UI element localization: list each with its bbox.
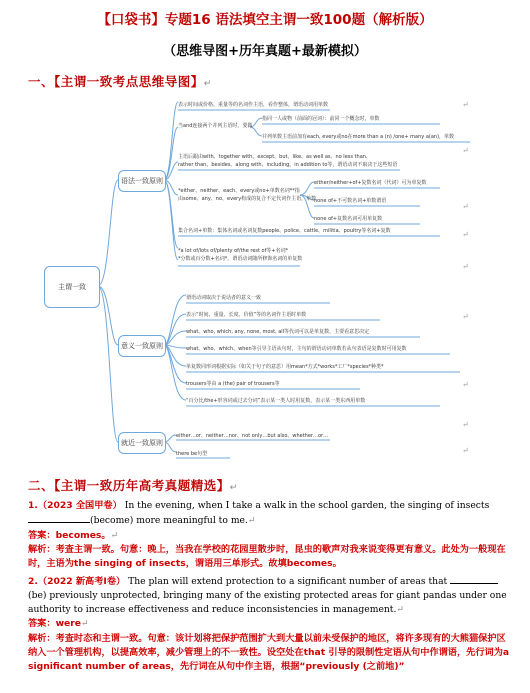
mindmap-branch-label: 就近一致原则 xyxy=(121,439,163,447)
mindmap-leaf: what、who, which, any, none, most, all等代词可以是单复数，主要看意思决定 xyxy=(186,329,370,335)
paragraph-mark-icon: ↵ xyxy=(462,312,469,321)
question-stem-end: (become) more meaningful to me. xyxy=(90,514,248,526)
paragraph-mark-icon: ↵ xyxy=(462,146,469,155)
mindmap xyxy=(0,90,530,462)
paragraph-mark-icon: ↵ xyxy=(462,420,469,429)
mindmap-leaf: 表示“时间、重量、长度、价值”等的名词作主语时单数 xyxy=(186,312,307,318)
question-stem-end: (be) previously unprotected, bringing many of the existing protected areas for giant pandas under one authority to increase effectiveness and reduce inconsistencies in management. xyxy=(28,589,507,615)
analysis-label: 解析： xyxy=(28,544,56,556)
paragraph-mark-icon: ↵ xyxy=(203,79,212,89)
paragraph-mark-icon: ↵ xyxy=(229,483,238,493)
mindmap-branch-node xyxy=(118,335,166,357)
mindmap-root-label: 主谓一致 xyxy=(58,283,86,291)
mindmap-branch-node xyxy=(118,170,166,192)
mindmap-leaf: 集合名词+单数：集体名词或名词复数people、police、cattle、militia、poultry等名词+复数 xyxy=(178,228,391,234)
section-heading-exam xyxy=(28,476,238,494)
mindmap-leaf: 由some、any、no、every构成的复合不定代词作主语，单数 xyxy=(178,196,317,202)
document-title: 【口袋书】专题16 语法填空主谓一致100题（解析版） xyxy=(97,12,433,28)
question-source: 2.（2022 新高考Ⅰ卷） xyxy=(28,576,126,587)
mindmap-leaf: there be句型 xyxy=(176,451,208,457)
mindmap-branch-label: 语法一致原则 xyxy=(121,177,163,185)
paragraph-mark-icon: ↵ xyxy=(247,515,256,526)
analysis-label: 解析： xyxy=(28,633,56,645)
mindmap-leaf: either/neither+of+复数名词（代词）可为单复数 xyxy=(314,180,427,186)
paragraph-mark-icon: ↵ xyxy=(462,380,469,389)
mindmap-leaf: 指同一人或物（前面的冠词）：前同一个概念时，单数 xyxy=(262,116,380,122)
paragraph-mark-icon: ↵ xyxy=(110,530,119,541)
document-subtitle: （思维导图+历年真题+最新模拟） xyxy=(163,44,367,59)
question-stem: The plan will extend protection to a significant number of areas that xyxy=(125,576,451,587)
analysis-text: 考查时态和主谓一致。句意：该计划将把保护范围扩大到大量以前未受保护的地区，将许多现有的大熊猫保护区纳入一个管理机构，以提高效率，减少管理上的不一致性。设空处在that 引导的限制性定语从句中作谓语，先行词为a significant number of areas，先行词在从句中作主语，根据“previously (之前地)” xyxy=(28,633,510,672)
mindmap-leaf: 谓语动词取决于说话者的意义一致 xyxy=(186,295,262,301)
paragraph-mark-icon: ↵ xyxy=(81,619,89,630)
answer-blank xyxy=(450,574,498,584)
mindmap-root-node xyxy=(44,266,100,308)
mindmap-branch-label: 意义一致原则 xyxy=(121,342,163,350)
answer-text: becomes。 xyxy=(55,529,111,541)
paragraph-mark-icon: ↵ xyxy=(396,604,404,615)
mindmap-leaf: rather than、besides、along with、including、in addition to等，谓语动词不取决于这些短语 xyxy=(178,162,398,168)
question-source: 1.（2023 全国甲卷） xyxy=(28,500,122,511)
paragraph-mark-icon: ↵ xyxy=(462,262,469,271)
section-heading-text: 一、【主谓一致考点思维导图】 xyxy=(28,74,204,89)
mindmap-leaf: 单复数同形词根据实际（如关于句子的意思）用mean*方式*works*工厂*species*种类* xyxy=(186,364,384,370)
mindmap-leaf: none of+不可数名词+单数谓语 xyxy=(314,198,387,204)
question-stem: In the evening, when I take a walk in the school garden, the singing of insects xyxy=(121,500,490,511)
answer-label: 答案： xyxy=(28,529,56,541)
mindmap-leaf: what、who、which、when等引导主语从句时，主句的谓语动词单数若从句表语是复数时可用复数 xyxy=(186,346,407,352)
mindmap-leaf: 并列单数主语前加有each, every或no在more than a (n) /one+ many a(an)，单数 xyxy=(262,134,455,140)
mindmap-leaf: *分数或百分数+名词*，谓语动词随所修饰名词的单复数 xyxy=(178,256,303,262)
paragraph-mark-icon: ↵ xyxy=(462,446,469,455)
mindmap-leaf: *either、neither、each、every或no+单数名词**指 xyxy=(178,188,300,194)
section-heading-text: 二、【主谓一致历年高考真题精选】 xyxy=(28,478,230,493)
analysis-text: 考查主谓一致。句意：晚上，当我在学校的花园里散步时，昆虫的歌声对我来说变得更有意义。此处为一般现在时，主语为the singing of insects，谓语用三单形式。故填becomes。 xyxy=(28,544,506,570)
mindmap-leaf: 表示时间或价格、重量等的名词作主语，看作整体，谓语动词用单数 xyxy=(178,102,329,108)
mindmap-leaf: none of+复数名词可用单复数 xyxy=(314,216,383,222)
mindmap-leaf: “百分比/the+形容词或过去分词”表示某一类人时用复数，表示某一类东西用单数 xyxy=(186,398,366,404)
question-1 xyxy=(28,499,510,571)
mindmap-leaf: 当and连接两个并列主语时，要做 xyxy=(178,123,253,129)
answer-label: 答案： xyxy=(28,618,56,630)
mindmap-leaf: either…or、neither…nor、not only…but also、whether…or… xyxy=(176,433,329,439)
answer-blank xyxy=(28,513,90,523)
answer-text: were xyxy=(55,618,82,630)
paragraph-mark-icon: ↵ xyxy=(462,230,469,239)
mindmap-leaf: trousers等由 a (the) pair of trousers等 xyxy=(186,381,280,387)
mindmap-leaf: 主语后跟由with、together with、except、but、like、as well as、no less than、 xyxy=(178,154,371,160)
section-heading-mindmap xyxy=(28,72,212,90)
mindmap-leaf: *a lot of/lots of/plenty of/the rest of等+名词* xyxy=(178,248,289,254)
paragraph-mark-icon: ↵ xyxy=(462,202,469,211)
mindmap-branch-node xyxy=(118,432,166,454)
paragraph-mark-icon: ↵ xyxy=(462,100,469,109)
question-2 xyxy=(28,574,510,674)
